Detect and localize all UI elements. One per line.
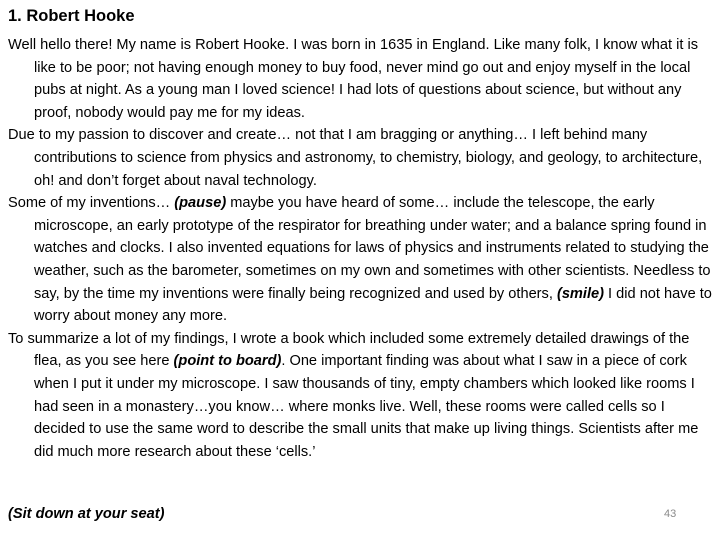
- stage-direction-smile: (smile): [556, 285, 604, 302]
- paragraph-text: Some of my inventions…: [8, 195, 175, 212]
- paragraph-introduction: [8, 34, 714, 124]
- paragraph-contributions: [8, 124, 714, 192]
- paragraph-text: Due to my passion to discover and create… not that I am bragging or anything… I left behind many contributions to science from physics and astronomy, to chemistry, biology, and geology, to architecture, oh! and don’t forget about naval technology.: [8, 127, 703, 189]
- page-number: 43: [664, 508, 677, 520]
- paragraph-text: maybe you have heard of some… include the telescope, the early microscope, an early prototype of the respirator for breathing under water; and a balance spring found in watches and clocks. I also invented equations for laws of physics and instruments related to studying the weather, such as the barometer, sometimes on my own and sometimes with other scientists. Needless to say, by the time my inventions were finally being recognized and used by others,: [34, 195, 711, 302]
- stage-direction-point-to-board: (point to board): [173, 353, 282, 370]
- paragraph-text: . One important finding was about what I saw in a piece of cork when I put it under my microscope. I saw thousands of tiny, empty chambers which looked like rooms I had seen in a monastery…you know… where monks live. Well, these rooms were called cells so I decided to use the same word to describe the small units that make up living things. Scientists after me did much more research about these ‘cells.’: [34, 353, 699, 460]
- paragraph-text: I did not have to worry about money any more.: [34, 285, 712, 325]
- closing-stage-direction: (Sit down at your seat): [8, 506, 165, 522]
- paragraph-text: Well hello there! My name is Robert Hooke. I was born in 1635 in England. Like many folk, I know what it is like to be poor; not having enough money to buy food, never mind go out and enjoy myself in the local pubs at night. As a young man I loved science! I had lots of questions about science, but without any proof, nobody would pay me for my ideas.: [8, 37, 699, 121]
- slide-body: [8, 34, 714, 463]
- slide-title: 1. Robert Hooke: [8, 7, 135, 25]
- stage-direction-pause: (pause): [174, 195, 227, 212]
- paragraph-inventions: [8, 192, 714, 328]
- paragraph-text: To summarize a lot of my findings, I wrote a book which included some extremely detailed drawings of the flea, as you see here: [8, 330, 690, 370]
- paragraph-summary: [8, 328, 714, 464]
